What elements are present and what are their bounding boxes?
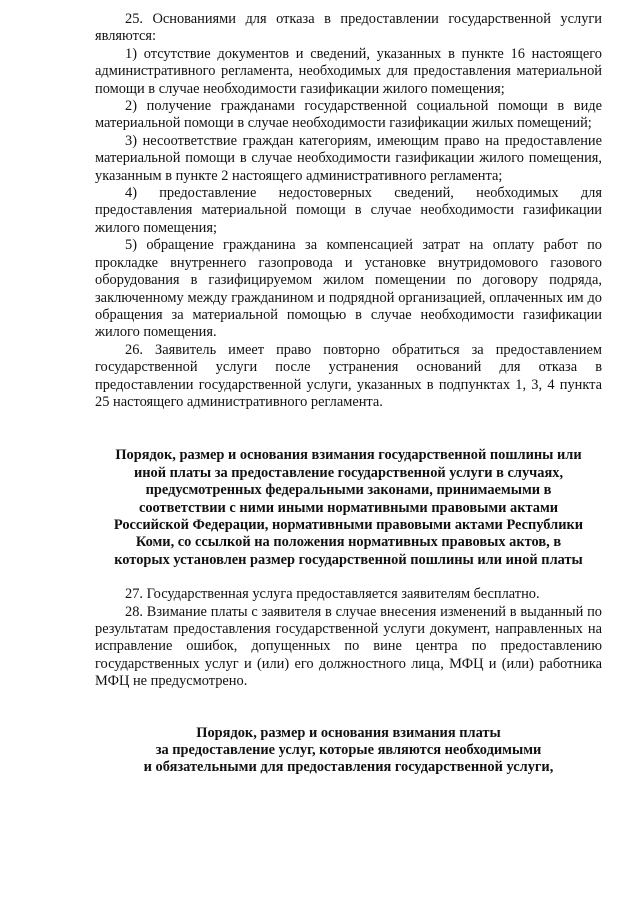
paragraph-25-item-2: 2) получение гражданами государственной социальной помощи в виде материальной помощи в случае необходимости газификации жилых помещений; [95,98,602,132]
section-spacer [95,411,602,447]
heading-line: предусмотренных федеральными законами, принимаемыми в [145,482,552,499]
heading-line: Порядок, размер и основания взимания платы [196,724,501,741]
paragraph-28: 28. Взимание платы с заявителя в случае внесения изменений в выданный по результатам предоставления государственной услуги документ, направленных на исправление ошибок, допущенных по вине центра по предоставлению государственных услуг и (или) его должностного лица, МФЦ и (или) работника МФЦ не предусмотрено. [95,603,602,690]
heading-line: и обязательными для предоставления государственной услуги, [143,759,554,776]
paragraph-26: 26. Заявитель имеет право повторно обратиться за предоставлением государственной услуги после устранения оснований для отказа в предоставлении государственной услуги, указанных в подпунктах 1, 3, 4 пункта 25 настоящего административного регламента. [95,341,602,410]
heading-line: которых установлен размер государственной пошлины или иной платы [114,551,583,568]
heading-line: соответствии с ними иными нормативными правовыми актами [138,499,559,516]
heading-line: за предоставление услуг, которые являются необходимыми [155,742,542,759]
document-body [95,11,602,777]
paragraph-27: 27. Государственная услуга предоставляется заявителям бесплатно. [125,586,540,603]
heading-line: Российской Федерации, нормативными правовыми актами Республики [113,516,584,533]
section-heading-service-fee [95,725,602,777]
paragraph-25-item-4: 4) предоставление недостоверных сведений, необходимых для предоставления материальной помощи в случае необходимости газификации жилого помещения; [95,185,602,236]
section-spacer [95,691,602,725]
section-heading-state-fee [95,447,602,569]
heading-line: Коми, со ссылкой на положения нормативных правовых актов, в [135,534,562,551]
paragraph-25-item-1: 1) отсутствие документов и сведений, указанных в пункте 16 настоящего административного регламента, необходимых для предоставления материальной помощи в случае необходимости газификации жилого помещения; [95,45,602,97]
heading-line: Порядок, размер и основания взимания государственной пошлины или [115,447,582,464]
section-spacer [95,569,602,586]
paragraph-25-intro: 25. Основаниями для отказа в предоставлении государственной услуги являются: [95,11,602,45]
paragraph-25-item-3: 3) несоответствие граждан категориям, имеющим право на предоставление материальной помощи в случае необходимости газификации жилого помещения, указанным в пункте 2 настоящего административного регламента; [95,132,602,184]
paragraph-25-item-5: 5) обращение гражданина за компенсацией затрат на оплату работ по прокладке внутреннего газопровода и установке внутридомового газового оборудования в газифицируемом жилом помещении по договору подряда, заключенному между гражданином и подрядной организацией, оплаченных им до обращения за материальной помощью в случае необходимости газификации жилого помещения. [95,237,602,341]
heading-line: иной платы за предоставление государственной услуги в случаях, [133,464,564,481]
